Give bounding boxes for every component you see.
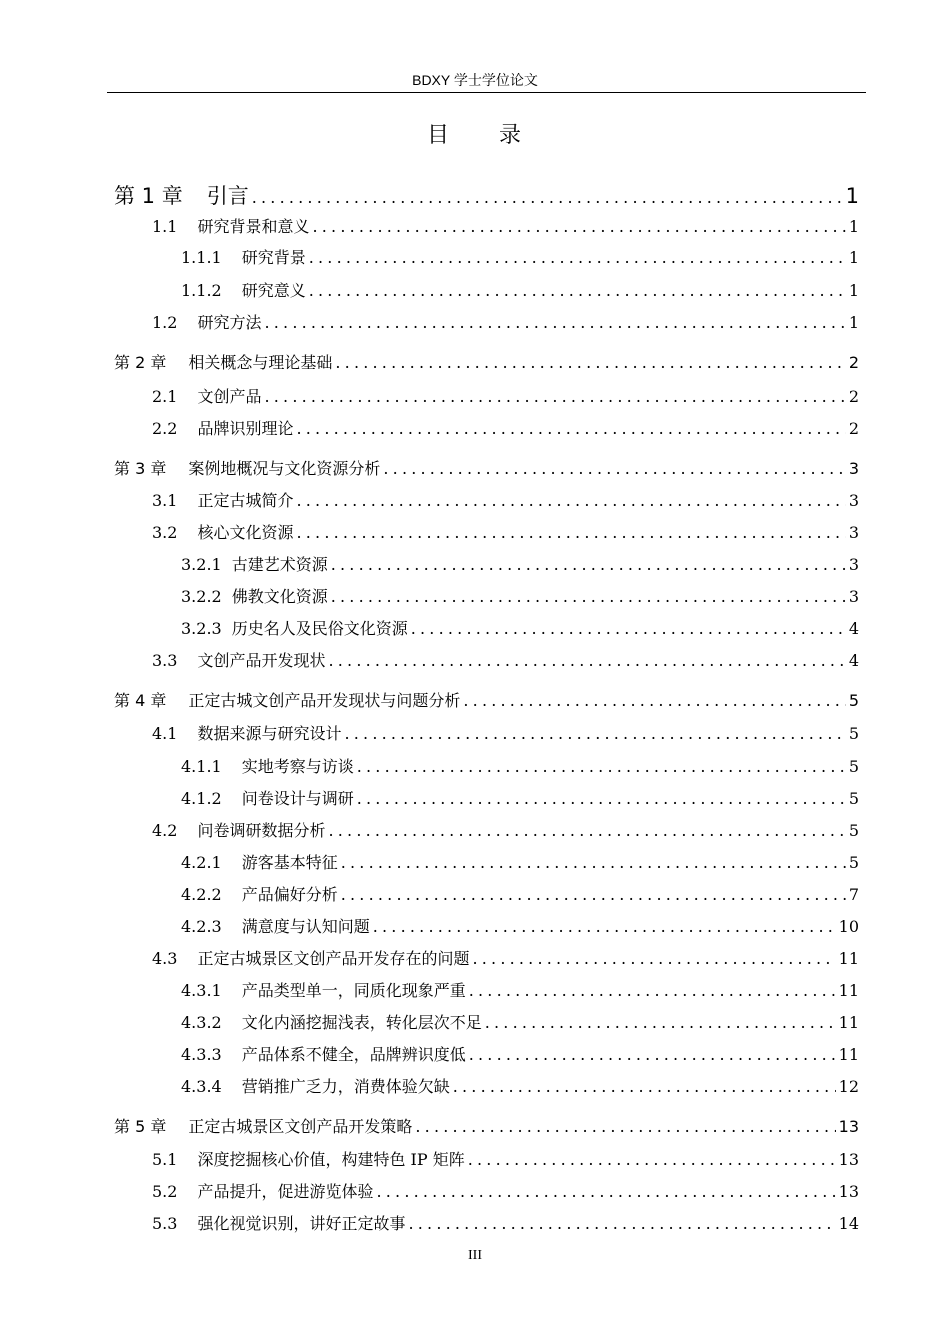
header-divider bbox=[107, 92, 866, 93]
toc-entry-page: 11 bbox=[838, 1013, 859, 1032]
toc-entry[interactable] bbox=[152, 818, 859, 841]
toc-entry[interactable] bbox=[114, 350, 859, 373]
toc-entry[interactable] bbox=[181, 754, 859, 777]
toc-entry[interactable] bbox=[114, 456, 859, 479]
toc-entry[interactable] bbox=[152, 520, 859, 543]
dot-leader bbox=[309, 248, 846, 267]
dot-leader bbox=[373, 917, 836, 936]
toc-entry-title: 研究意义 bbox=[241, 281, 306, 300]
toc-entry-title: 产品偏好分析 bbox=[241, 885, 338, 904]
toc-entry[interactable] bbox=[181, 978, 859, 1001]
toc-entry-page: 1 bbox=[848, 217, 859, 236]
toc-entry-page: 1 bbox=[845, 184, 859, 208]
dot-leader bbox=[252, 188, 843, 207]
toc-entry-page: 4 bbox=[848, 651, 859, 670]
toc-entry-title: 案例地概况与文化资源分析 bbox=[188, 459, 381, 478]
dot-leader bbox=[463, 691, 845, 710]
toc-entry-page: 5 bbox=[848, 853, 859, 872]
dot-leader bbox=[485, 1013, 836, 1032]
toc-entry-page: 4 bbox=[848, 619, 859, 638]
toc-entry-number: 第 4 章 bbox=[114, 691, 167, 710]
toc-entry-number: 5.3 bbox=[152, 1214, 178, 1233]
dot-leader bbox=[335, 353, 845, 372]
toc-entry[interactable] bbox=[114, 688, 859, 711]
toc-entry-title: 产品类型单一，同质化现象严重 bbox=[241, 981, 466, 1000]
toc-entry-page: 11 bbox=[838, 1045, 859, 1064]
toc-entry-title: 正定古城文创产品开发现状与问题分析 bbox=[188, 691, 461, 710]
toc-entry[interactable] bbox=[152, 1179, 859, 1202]
toc-entry-number: 4.3.1 bbox=[181, 981, 222, 1000]
dot-leader bbox=[264, 313, 845, 332]
toc-entry-page: 13 bbox=[838, 1182, 859, 1201]
toc-entry-title: 问卷调研数据分析 bbox=[197, 821, 326, 840]
toc-entry-page: 3 bbox=[848, 459, 859, 478]
toc-entry-page: 12 bbox=[838, 1077, 859, 1096]
dot-leader bbox=[357, 789, 846, 808]
dot-leader bbox=[328, 651, 845, 670]
toc-entry-page: 5 bbox=[848, 821, 859, 840]
toc-entry-title: 游客基本特征 bbox=[241, 853, 338, 872]
toc-entry-number: 1.1 bbox=[152, 217, 178, 236]
toc-entry-title: 历史名人及民俗文化资源 bbox=[231, 619, 408, 638]
toc-entry-title: 品牌识别理论 bbox=[197, 419, 294, 438]
toc-entry-title: 深度挖掘核心价值，构建特色 IP 矩阵 bbox=[197, 1150, 465, 1169]
toc-entry-number: 3.2.2 bbox=[181, 587, 222, 606]
dot-leader bbox=[341, 885, 846, 904]
toc-entry[interactable] bbox=[152, 214, 859, 237]
toc-entry-number: 3.2.3 bbox=[181, 619, 222, 638]
toc-entry[interactable] bbox=[152, 488, 859, 511]
toc-entry-page: 7 bbox=[848, 885, 859, 904]
toc-entry-number: 第 1 章 bbox=[114, 184, 183, 208]
toc-entry[interactable] bbox=[152, 648, 859, 671]
toc-entry[interactable] bbox=[181, 850, 859, 873]
toc-entry-number: 4.3.4 bbox=[181, 1077, 222, 1096]
dot-leader bbox=[472, 949, 835, 968]
toc-entry[interactable] bbox=[114, 180, 859, 210]
toc-entry-number: 3.2.1 bbox=[181, 555, 222, 574]
toc-entry-number: 3.3 bbox=[152, 651, 178, 670]
toc-entry-number: 2.1 bbox=[152, 387, 178, 406]
toc-entry-title: 文创产品 bbox=[197, 387, 262, 406]
toc-entry-number: 4.1 bbox=[152, 724, 178, 743]
toc-entry-number: 4.2 bbox=[152, 821, 178, 840]
toc-entry-title: 营销推广乏力，消费体验欠缺 bbox=[241, 1077, 450, 1096]
dot-leader bbox=[453, 1077, 836, 1096]
toc-entry-number: 4.2.3 bbox=[181, 917, 222, 936]
dot-leader bbox=[264, 387, 845, 406]
toc-entry[interactable] bbox=[152, 721, 859, 744]
toc-entry-page: 5 bbox=[848, 691, 859, 710]
dot-leader bbox=[331, 587, 846, 606]
toc-entry-page: 2 bbox=[848, 353, 859, 372]
toc-entry-page: 5 bbox=[848, 724, 859, 743]
toc-entry[interactable] bbox=[152, 946, 859, 969]
toc-entry-page: 11 bbox=[838, 981, 859, 1000]
toc-entry-title: 引言 bbox=[206, 184, 249, 208]
toc-entry-number: 4.2.2 bbox=[181, 885, 222, 904]
toc-entry-page: 5 bbox=[848, 789, 859, 808]
toc-entry-number: 5.2 bbox=[152, 1182, 178, 1201]
toc-entry[interactable] bbox=[181, 245, 859, 268]
toc-entry-page: 5 bbox=[848, 757, 859, 776]
toc-entry[interactable] bbox=[181, 1074, 859, 1097]
dot-leader bbox=[469, 1045, 836, 1064]
toc-entry[interactable] bbox=[181, 786, 859, 809]
toc-entry-title: 研究方法 bbox=[197, 313, 262, 332]
toc-entry[interactable] bbox=[181, 914, 859, 937]
dot-leader bbox=[296, 491, 845, 510]
toc-entry-number: 1.1.1 bbox=[181, 248, 222, 267]
toc-entry[interactable] bbox=[152, 1211, 859, 1234]
dot-leader bbox=[468, 1150, 836, 1169]
dot-leader bbox=[357, 757, 846, 776]
dot-leader bbox=[376, 1182, 835, 1201]
toc-entry-title: 强化视觉识别，讲好正定故事 bbox=[197, 1214, 406, 1233]
header-text: BDXY 学士学位论文 bbox=[412, 72, 538, 88]
toc-entry-title: 产品体系不健全，品牌辨识度低 bbox=[241, 1045, 466, 1064]
dot-leader bbox=[344, 724, 845, 743]
dot-leader bbox=[312, 217, 845, 236]
toc-entry-title: 核心文化资源 bbox=[197, 523, 294, 542]
toc-entry[interactable] bbox=[152, 384, 859, 407]
toc-entry-title: 相关概念与理论基础 bbox=[188, 353, 333, 372]
dot-leader bbox=[469, 981, 836, 1000]
toc-entry-page: 13 bbox=[838, 1150, 859, 1169]
toc-entry-page: 10 bbox=[838, 917, 859, 936]
toc-entry-number: 4.3.2 bbox=[181, 1013, 222, 1032]
toc-entry-number: 4.2.1 bbox=[181, 853, 222, 872]
toc-entry[interactable] bbox=[181, 278, 859, 301]
toc-entry[interactable] bbox=[181, 616, 859, 639]
dot-leader bbox=[341, 853, 846, 872]
toc-entry-title: 研究背景 bbox=[241, 248, 306, 267]
dot-leader bbox=[408, 1214, 835, 1233]
dot-leader bbox=[328, 821, 845, 840]
toc-entry-title: 实地考察与访谈 bbox=[241, 757, 354, 776]
toc-entry-number: 2.2 bbox=[152, 419, 178, 438]
dot-leader bbox=[331, 555, 846, 574]
toc-entry-page: 13 bbox=[838, 1117, 859, 1136]
dot-leader bbox=[309, 281, 846, 300]
toc-entry[interactable] bbox=[181, 584, 859, 607]
toc-entry-title: 正定古城简介 bbox=[197, 491, 294, 510]
toc-entry-title: 研究背景和意义 bbox=[197, 217, 310, 236]
toc-entry-number: 4.1.1 bbox=[181, 757, 222, 776]
toc-entry-number: 4.1.2 bbox=[181, 789, 222, 808]
toc-entry-title: 正定古城景区文创产品开发策略 bbox=[188, 1117, 413, 1136]
toc-entry-number: 第 5 章 bbox=[114, 1117, 167, 1136]
toc-entry-title: 满意度与认知问题 bbox=[241, 917, 370, 936]
toc-entry-title: 正定古城景区文创产品开发存在的问题 bbox=[197, 949, 470, 968]
dot-leader bbox=[415, 1117, 835, 1136]
toc-entry-page: 3 bbox=[848, 555, 859, 574]
toc-entry-page: 1 bbox=[848, 313, 859, 332]
toc-entry-page: 2 bbox=[848, 387, 859, 406]
toc-entry-title: 文创产品开发现状 bbox=[197, 651, 326, 670]
toc-entry-page: 3 bbox=[848, 491, 859, 510]
toc-entry-title: 古建艺术资源 bbox=[231, 555, 328, 574]
toc-entry[interactable] bbox=[152, 416, 859, 439]
toc-entry-number: 5.1 bbox=[152, 1150, 178, 1169]
toc-title: 目 录 bbox=[426, 123, 523, 148]
toc-entry[interactable] bbox=[181, 1042, 859, 1065]
toc-entry-number: 第 2 章 bbox=[114, 353, 167, 372]
toc-entry-title: 问卷设计与调研 bbox=[241, 789, 354, 808]
toc-entry-title: 产品提升，促进游览体验 bbox=[197, 1182, 374, 1201]
dot-leader bbox=[411, 619, 846, 638]
toc-entry-page: 1 bbox=[848, 248, 859, 267]
toc-entry-page: 11 bbox=[838, 949, 859, 968]
toc-entry[interactable] bbox=[152, 310, 859, 333]
dot-leader bbox=[383, 459, 845, 478]
dot-leader bbox=[296, 419, 845, 438]
toc-entry-number: 3.2 bbox=[152, 523, 178, 542]
toc-entry[interactable] bbox=[181, 882, 859, 905]
toc-entry[interactable] bbox=[114, 1114, 859, 1137]
toc-entry-number: 4.3 bbox=[152, 949, 178, 968]
toc-entry[interactable] bbox=[152, 1147, 859, 1170]
toc-entry-number: 1.2 bbox=[152, 313, 178, 332]
toc-entry-page: 3 bbox=[848, 587, 859, 606]
toc-entry-page: 2 bbox=[848, 419, 859, 438]
page-number: III bbox=[468, 1248, 482, 1263]
toc-entry-number: 第 3 章 bbox=[114, 459, 167, 478]
toc-entry[interactable] bbox=[181, 552, 859, 575]
toc-entry-page: 14 bbox=[838, 1214, 859, 1233]
toc-entry-title: 佛教文化资源 bbox=[231, 587, 328, 606]
toc-entry-page: 1 bbox=[848, 281, 859, 300]
dot-leader bbox=[296, 523, 845, 542]
toc-entry-number: 3.1 bbox=[152, 491, 178, 510]
toc-entry-title: 数据来源与研究设计 bbox=[197, 724, 342, 743]
toc-entry-number: 1.1.2 bbox=[181, 281, 222, 300]
toc-entry-page: 3 bbox=[848, 523, 859, 542]
toc-entry-number: 4.3.3 bbox=[181, 1045, 222, 1064]
toc-entry-title: 文化内涵挖掘浅表，转化层次不足 bbox=[241, 1013, 482, 1032]
toc-entry[interactable] bbox=[181, 1010, 859, 1033]
